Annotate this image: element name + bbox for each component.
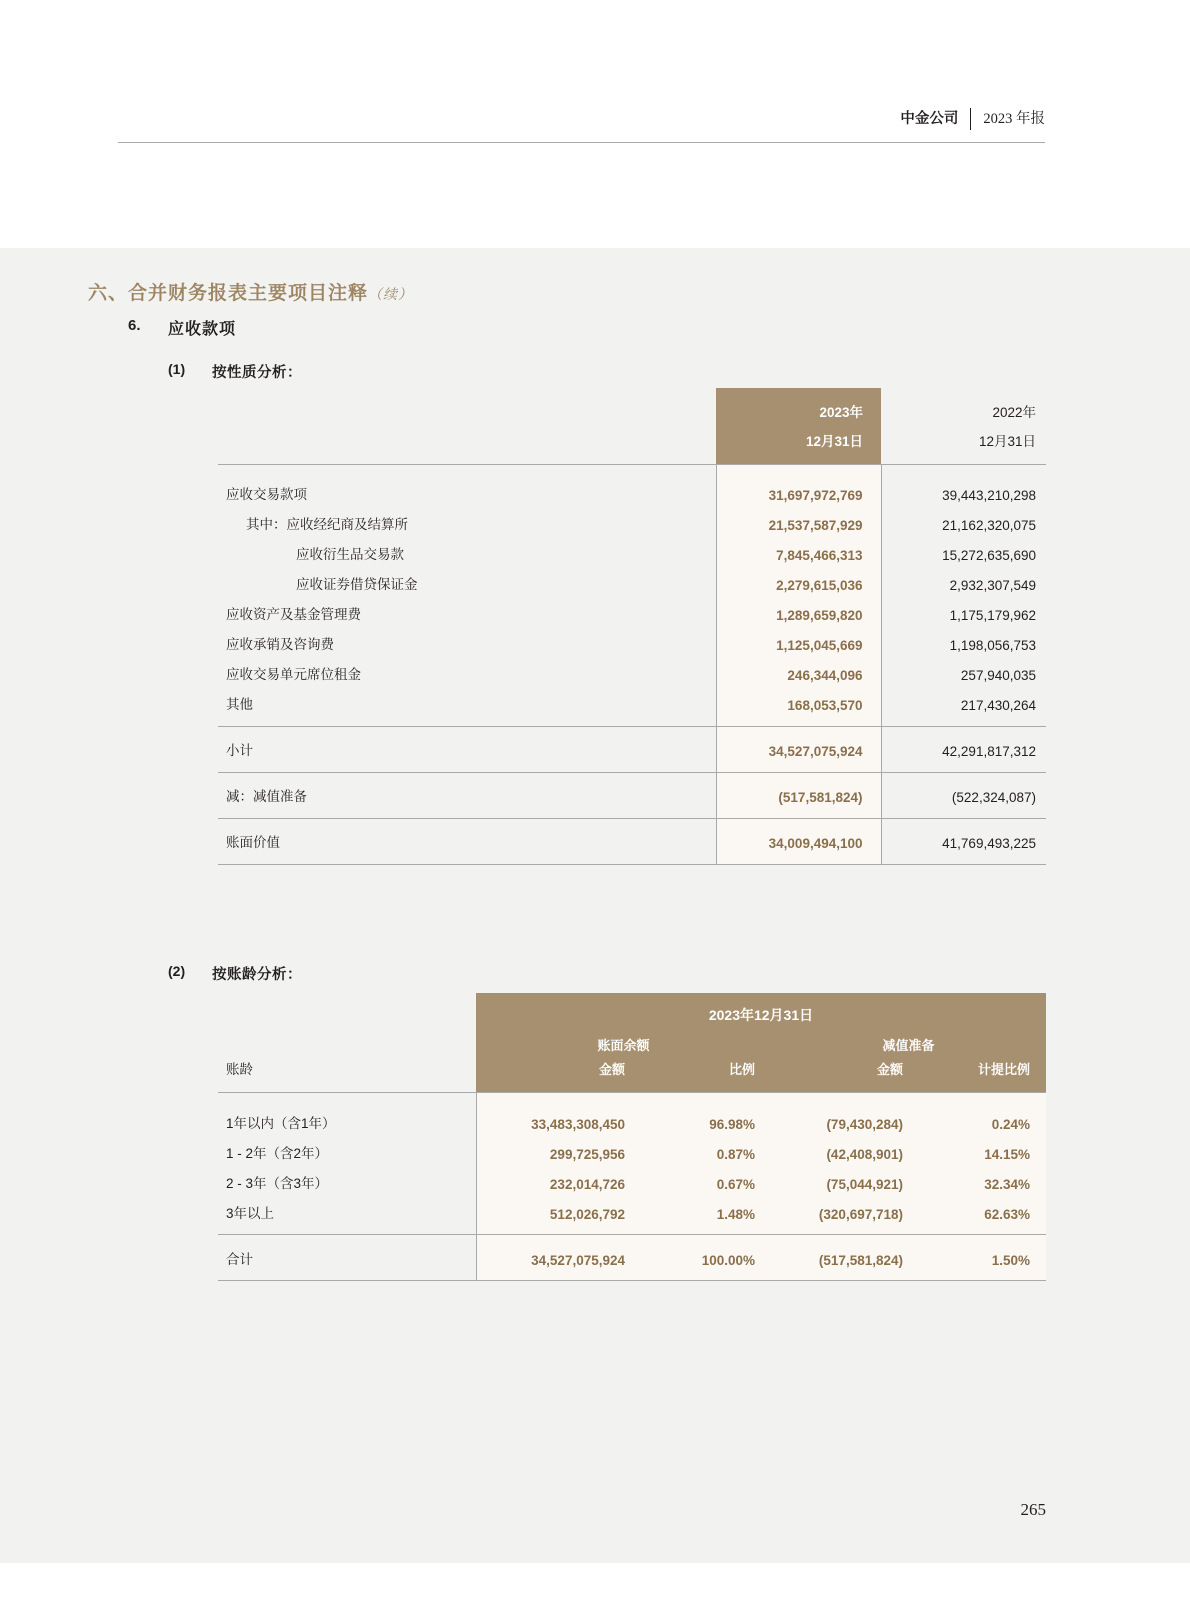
table1-row-2-prior: 15,272,635,690 <box>942 548 1036 564</box>
table-row <box>218 658 1046 688</box>
table2-row-3-provision: 62.63% <box>919 1197 1046 1227</box>
table2-row-1-provision: 14.15% <box>919 1137 1046 1167</box>
table1-row-7-label: 其他 <box>226 697 253 713</box>
table2-row-1-ratio: 0.87% <box>641 1137 771 1167</box>
table1-row-7-prior: 217,430,264 <box>960 698 1036 714</box>
table1-bottom-rule-label <box>218 856 716 864</box>
table1-bottom-rule-current <box>716 856 881 864</box>
table1-gap-3 <box>218 818 1046 826</box>
table2-row-0-provision: 0.24% <box>919 1107 1046 1137</box>
table1-carrying-prior: 41,769,493,225 <box>942 836 1036 852</box>
table-row <box>218 598 1046 628</box>
table1-gap-1-prior <box>881 726 1046 734</box>
table2-bottom-rule-ratio <box>641 1273 771 1281</box>
table2-row-0-impairment: (79,430,284) <box>771 1107 919 1137</box>
table2-group-row <box>218 1033 1046 1056</box>
table2-colhdr-row <box>218 1056 1046 1093</box>
table-row <box>218 780 1046 810</box>
table2-total-ratio: 100.00% <box>641 1243 771 1273</box>
table1-row-2-current: 7,845,466,313 <box>716 538 881 568</box>
table2-gap <box>218 1235 1046 1243</box>
table1-rule-label <box>218 464 716 478</box>
note-title: 应收款项 <box>168 321 237 338</box>
table2-bottom-rule-impairment <box>771 1273 919 1281</box>
table2-rule-provision <box>919 1093 1046 1107</box>
table1-row-6-current: 246,344,096 <box>716 658 881 688</box>
table1-row-4-label: 应收资产及基金管理费 <box>226 607 361 623</box>
table2-divider-ratio <box>641 1227 771 1235</box>
table1-divider-3 <box>218 810 1046 818</box>
table1-row-3-label: 应收证券借贷保证金 <box>296 577 418 593</box>
table1-impairment-prior: (522,324,087) <box>951 790 1036 806</box>
table1-gap-2-current <box>716 772 881 780</box>
table2-row-3-amount: 512,026,792 <box>476 1197 641 1227</box>
table1-divider-2-prior <box>881 764 1046 772</box>
table2-row-1-amount: 299,725,956 <box>476 1137 641 1167</box>
note-number: 6. <box>128 317 141 334</box>
table2-rule-impairment <box>771 1093 919 1107</box>
table1-header-prior-year: 2022年 <box>992 405 1036 420</box>
table1-gap-2-prior <box>881 772 1046 780</box>
table1-rule-row <box>218 464 1046 478</box>
section-title-text: 六、合并财务报表主要项目注释 <box>88 283 369 304</box>
subsection-1-label: (1) <box>168 361 186 377</box>
table1-divider-1 <box>218 718 1046 726</box>
table1-divider-1-label <box>218 718 716 726</box>
table-row <box>218 538 1046 568</box>
table-row <box>218 688 1046 718</box>
table1-row-6-label: 应收交易单元席位租金 <box>226 667 361 683</box>
table1-row-5-label: 应收承销及咨询费 <box>226 637 334 653</box>
table2-divider-impairment <box>771 1227 919 1235</box>
table2-col-ratio: 比例 <box>641 1056 771 1093</box>
table2-col-amount-2: 金额 <box>771 1056 919 1093</box>
table1-divider-3-current <box>716 810 881 818</box>
table1-row-2-label: 应收衍生品交易款 <box>296 547 404 563</box>
table1-carrying-current: 34,009,494,100 <box>716 826 881 856</box>
table2-total-age: 合计 <box>218 1243 476 1273</box>
table1-row-1-current: 21,537,587,929 <box>716 508 881 538</box>
table1-header-blank-2 <box>218 430 716 465</box>
table-row <box>218 478 1046 508</box>
table-row <box>218 1197 1046 1227</box>
table1-rule-prior <box>881 464 1046 478</box>
receivables-by-nature-table <box>218 388 1046 865</box>
subsection-2-title: 按账龄分析： <box>212 967 302 983</box>
table1-impairment-label: 减：减值准备 <box>226 789 307 805</box>
table-row <box>218 1243 1046 1273</box>
section-title-continued: （续） <box>368 286 414 302</box>
table2-bottom-rule-provision <box>919 1273 1046 1281</box>
table1-header-row-year <box>218 388 1046 430</box>
table1-gap-3-current <box>716 818 881 826</box>
table2-group-blank <box>218 1033 476 1056</box>
table1-row-7-current: 168,053,570 <box>716 688 881 718</box>
table1-divider-2 <box>218 764 1046 772</box>
table1-rule-current <box>716 464 881 478</box>
table1-header-row-date <box>218 430 1046 465</box>
table2-divider <box>218 1227 1046 1235</box>
table2-gap-provision <box>919 1235 1046 1243</box>
table2-band-row <box>218 993 1046 1033</box>
table1-divider-2-current <box>716 764 881 772</box>
subsection-2-label: (2) <box>168 963 186 979</box>
table2-row-2-impairment: (75,044,921) <box>771 1167 919 1197</box>
table1-gap-1-current <box>716 726 881 734</box>
table-row <box>218 1137 1046 1167</box>
header-company: 中金公司 <box>900 110 959 127</box>
table1-subtotal-label: 小计 <box>226 743 253 759</box>
table1-header-blank <box>218 388 716 430</box>
table1-divider-3-prior <box>881 810 1046 818</box>
table1-gap-2-label <box>218 772 716 780</box>
table2-row-0-amount: 33,483,308,450 <box>476 1107 641 1137</box>
table1-subtotal-prior: 42,291,817,312 <box>942 744 1036 760</box>
table1-header-prior-date: 12月31日 <box>978 433 1036 449</box>
table2-gap-impairment <box>771 1235 919 1243</box>
table2-row-1-impairment: (42,408,901) <box>771 1137 919 1167</box>
section-title <box>88 278 413 305</box>
table-row <box>218 508 1046 538</box>
table2-band-title: 2023年12月31日 <box>476 993 1046 1033</box>
table-row <box>218 826 1046 856</box>
table1-bottom-rule <box>218 856 1046 864</box>
table1-carrying-label: 账面价值 <box>226 835 280 851</box>
table1-row-0-prior: 39,443,210,298 <box>942 488 1036 504</box>
table2-row-2-ratio: 0.67% <box>641 1167 771 1197</box>
table2-row-2-amount: 232,014,726 <box>476 1167 641 1197</box>
table1-row-1-prior: 21,162,320,075 <box>942 518 1036 534</box>
table2-col-age: 账龄 <box>226 1062 253 1077</box>
table2-divider-amount <box>476 1227 641 1235</box>
table1-row-0-label: 应收交易款项 <box>226 487 307 503</box>
table2-total-provision: 1.50% <box>919 1243 1046 1273</box>
table2-rule-age <box>218 1093 476 1107</box>
table1-row-4-prior: 1,175,179,962 <box>949 608 1036 624</box>
subsection-1-title: 按性质分析： <box>212 365 302 381</box>
table2-rule-ratio <box>641 1093 771 1107</box>
table2-row-2-provision: 32.34% <box>919 1167 1046 1197</box>
table2-group-balance: 账面余额 <box>476 1033 771 1056</box>
table2-rule-row <box>218 1093 1046 1107</box>
table1-subtotal-current: 34,527,075,924 <box>716 734 881 764</box>
table2-row-0-age: 1年以内（含1年） <box>218 1107 476 1137</box>
table1-divider-2-label <box>218 764 716 772</box>
table1-divider-3-label <box>218 810 716 818</box>
table2-row-3-impairment: (320,697,718) <box>771 1197 919 1227</box>
table-row <box>218 1167 1046 1197</box>
table1-gap-1 <box>218 726 1046 734</box>
table2-gap-amount <box>476 1235 641 1243</box>
header-rule <box>118 142 1045 143</box>
table1-gap-3-prior <box>881 818 1046 826</box>
table2-row-3-ratio: 1.48% <box>641 1197 771 1227</box>
table2-total-impairment: (517,581,824) <box>771 1243 919 1273</box>
table1-bottom-rule-prior <box>881 856 1046 864</box>
table2-row-3-age: 3年以上 <box>218 1197 476 1227</box>
table1-gap-2 <box>218 772 1046 780</box>
table2-row-2-age: 2 - 3年（含3年） <box>218 1167 476 1197</box>
table-row <box>218 1107 1046 1137</box>
table2-total-amount: 34,527,075,924 <box>476 1243 641 1273</box>
table2-bottom-rule-age <box>218 1273 476 1281</box>
table-row <box>218 734 1046 764</box>
header-inner <box>900 108 1045 130</box>
table2-bottom-rule-amount <box>476 1273 641 1281</box>
table1-row-3-prior: 2,932,307,549 <box>949 578 1036 594</box>
table1-divider-1-prior <box>881 718 1046 726</box>
table1-row-1-label: 其中：应收经纪商及结算所 <box>246 517 408 533</box>
table2-band-blank <box>218 993 476 1033</box>
table1-row-4-current: 1,289,659,820 <box>716 598 881 628</box>
table1-impairment-current: (517,581,824) <box>716 780 881 810</box>
table2-divider-provision <box>919 1227 1046 1235</box>
table2-col-amount-1: 金额 <box>476 1056 641 1093</box>
table2-gap-age <box>218 1235 476 1243</box>
table2-rule-amount <box>476 1093 641 1107</box>
table1-header-current-year: 2023年 <box>716 388 881 430</box>
page-number: 265 <box>1020 1500 1046 1519</box>
table2-divider-age <box>218 1227 476 1235</box>
table-row <box>218 568 1046 598</box>
table2-row-1-age: 1 - 2年（含2年） <box>218 1137 476 1167</box>
table1-gap-1-label <box>218 726 716 734</box>
table1-row-5-current: 1,125,045,669 <box>716 628 881 658</box>
table1-header-current-date: 12月31日 <box>716 430 881 465</box>
table2-row-0-ratio: 96.98% <box>641 1107 771 1137</box>
table-row <box>218 628 1046 658</box>
table1-gap-3-label <box>218 818 716 826</box>
table1-row-0-current: 31,697,972,769 <box>716 478 881 508</box>
table1-row-3-current: 2,279,615,036 <box>716 568 881 598</box>
receivables-by-aging-table <box>218 993 1046 1281</box>
table2-group-impairment: 减值准备 <box>771 1033 1046 1056</box>
table1-row-6-prior: 257,940,035 <box>960 668 1036 684</box>
table1-row-5-prior: 1,198,056,753 <box>949 638 1036 654</box>
page-header <box>0 108 1190 150</box>
table2-col-provision-ratio: 计提比例 <box>919 1056 1046 1093</box>
header-report-year: 2023 年报 <box>983 110 1045 127</box>
table2-gap-ratio <box>641 1235 771 1243</box>
table1-divider-1-current <box>716 718 881 726</box>
table2-bottom-rule <box>218 1273 1046 1281</box>
